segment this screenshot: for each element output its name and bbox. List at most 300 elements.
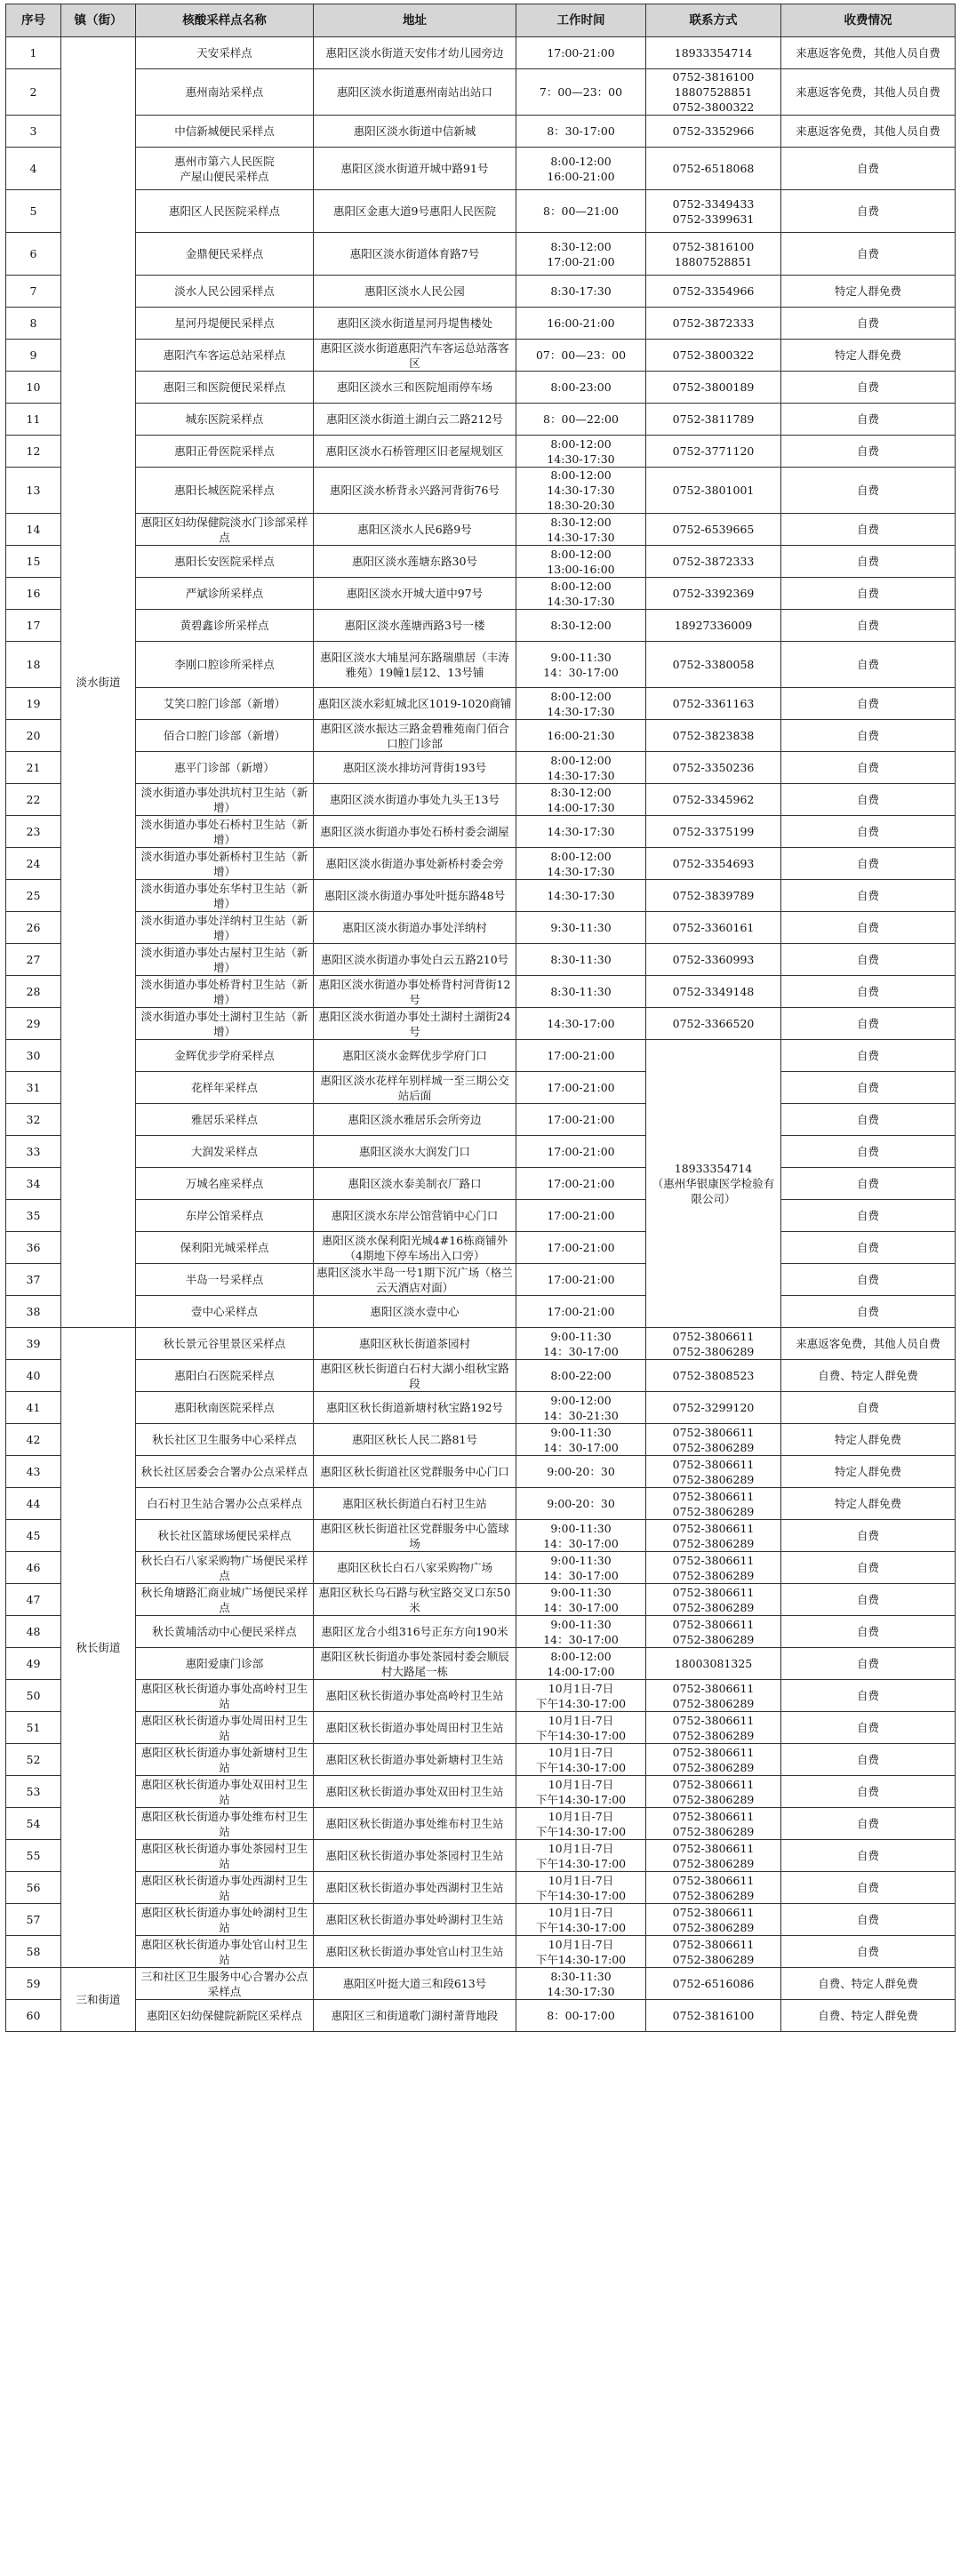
table-row [6, 1392, 956, 1424]
table-row [6, 578, 956, 610]
site-contact: 0752-3811789 [646, 404, 781, 436]
site-hours: 8:00-12:00 14:30-17:30 [516, 436, 646, 468]
site-hours: 10月1日-7日 下午14:30-17:00 [516, 1712, 646, 1744]
site-hours: 8:00-12:00 14:00-17:00 [516, 1648, 646, 1680]
site-hours: 8:30-17:30 [516, 276, 646, 308]
site-name: 惠阳三和医院便民采样点 [136, 372, 314, 404]
row-number: 41 [6, 1392, 61, 1424]
site-hours: 14:30-17:00 [516, 1008, 646, 1040]
site-hours: 8:00-12:00 13:00-16:00 [516, 546, 646, 578]
row-number: 20 [6, 720, 61, 752]
site-contact: 0752-3806611 0752-3806289 [646, 1776, 781, 1808]
table-row [6, 436, 956, 468]
site-fee: 自费 [781, 1040, 956, 1072]
site-hours: 16:00-21:30 [516, 720, 646, 752]
row-number: 4 [6, 148, 61, 190]
site-hours: 17:00-21:00 [516, 1264, 646, 1296]
table-row [6, 233, 956, 276]
site-name: 惠阳区秋长街道办事处双田村卫生站 [136, 1776, 314, 1808]
site-fee: 自费 [781, 1392, 956, 1424]
site-contact: 0752-3806611 0752-3806289 [646, 1616, 781, 1648]
site-name: 秋长社区卫生服务中心采样点 [136, 1424, 314, 1456]
table-row [6, 720, 956, 752]
site-address: 惠阳区淡水街道办事处新桥村委会旁 [314, 848, 516, 880]
site-contact: 0752-3360161 [646, 912, 781, 944]
site-address: 惠阳区淡水壹中心 [314, 1296, 516, 1328]
table-row [6, 1488, 956, 1520]
site-fee: 自费 [781, 1712, 956, 1744]
site-fee: 自费 [781, 404, 956, 436]
site-address: 惠阳区秋长街道社区党群服务中心篮球场 [314, 1520, 516, 1552]
site-hours: 9:30-11:30 [516, 912, 646, 944]
site-name: 李刚口腔诊所采样点 [136, 642, 314, 688]
site-fee: 自费 [781, 1136, 956, 1168]
site-address: 惠阳区秋长街道白石村大湖小组秋宝路段 [314, 1360, 516, 1392]
site-name: 佰合口腔门诊部（新增） [136, 720, 314, 752]
site-fee: 自费 [781, 1904, 956, 1936]
site-contact: 0752-3349148 [646, 976, 781, 1008]
table-row [6, 1584, 956, 1616]
site-address: 惠阳区淡水街道土湖白云二路212号 [314, 404, 516, 436]
site-contact: 0752-6516086 [646, 1968, 781, 2000]
table-row [6, 1136, 956, 1168]
site-fee: 自费 [781, 976, 956, 1008]
site-hours: 9:00-11:30 14：30-17:00 [516, 1552, 646, 1584]
table-row [6, 190, 956, 233]
row-number: 55 [6, 1840, 61, 1872]
site-contact: 0752-3360993 [646, 944, 781, 976]
row-number: 15 [6, 546, 61, 578]
site-name: 半岛一号采样点 [136, 1264, 314, 1296]
site-address: 惠阳区淡水开城大道中97号 [314, 578, 516, 610]
table-row [6, 1296, 956, 1328]
site-contact: 0752-3806611 0752-3806289 [646, 1488, 781, 1520]
table-row [6, 1552, 956, 1584]
table-row [6, 944, 956, 976]
site-contact: 0752-3361163 [646, 688, 781, 720]
site-name: 三和社区卫生服务中心合署办公点采样点 [136, 1968, 314, 2000]
site-hours: 17:00-21:00 [516, 1200, 646, 1232]
site-fee: 自费 [781, 1840, 956, 1872]
site-name: 秋长黄埔活动中心便民采样点 [136, 1616, 314, 1648]
site-name: 惠平门诊部（新增） [136, 752, 314, 784]
site-contact: 0752-3354966 [646, 276, 781, 308]
row-number: 8 [6, 308, 61, 340]
table-row [6, 1840, 956, 1872]
site-name: 保利阳光城采样点 [136, 1232, 314, 1264]
row-number: 18 [6, 642, 61, 688]
site-contact: 0752-3806611 0752-3806289 [646, 1904, 781, 1936]
header-site-name: 核酸采样点名称 [136, 4, 314, 37]
site-name: 雅居乐采样点 [136, 1104, 314, 1136]
site-fee: 自费 [781, 1232, 956, 1264]
site-address: 惠阳区淡水街道办事处桥背村河背街12号 [314, 976, 516, 1008]
site-contact: 0752-3771120 [646, 436, 781, 468]
header-row [6, 4, 956, 37]
site-contact: 0752-6518068 [646, 148, 781, 190]
site-address: 惠阳区淡水街道惠州南站出站口 [314, 69, 516, 116]
site-address: 惠阳区淡水街道开城中路91号 [314, 148, 516, 190]
site-contact: 0752-3872333 [646, 308, 781, 340]
site-name: 严斌诊所采样点 [136, 578, 314, 610]
site-fee: 自费 [781, 610, 956, 642]
site-contact: 0752-3366520 [646, 1008, 781, 1040]
site-fee: 来惠返客免费，其他人员自费 [781, 1328, 956, 1360]
row-number: 27 [6, 944, 61, 976]
table-row [6, 1104, 956, 1136]
site-fee: 自费 [781, 912, 956, 944]
row-number: 50 [6, 1680, 61, 1712]
table-row [6, 1200, 956, 1232]
site-name: 惠阳区秋长街道办事处高岭村卫生站 [136, 1680, 314, 1712]
site-fee: 自费 [781, 1264, 956, 1296]
site-name: 天安采样点 [136, 37, 314, 69]
site-fee: 自费 [781, 1616, 956, 1648]
site-fee: 自费 [781, 1744, 956, 1776]
site-name: 惠阳区秋长街道办事处周田村卫生站 [136, 1712, 314, 1744]
site-fee: 自费 [781, 190, 956, 233]
row-number: 21 [6, 752, 61, 784]
site-fee: 自费、特定人群免费 [781, 1360, 956, 1392]
site-contact: 0752-3806611 0752-3806289 [646, 1712, 781, 1744]
site-contact: 0752-3806611 0752-3806289 [646, 1808, 781, 1840]
site-hours: 17:00-21:00 [516, 1040, 646, 1072]
site-name: 惠阳区秋长街道办事处新塘村卫生站 [136, 1744, 314, 1776]
town-cell: 淡水街道 [61, 37, 136, 1328]
row-number: 47 [6, 1584, 61, 1616]
site-fee: 自费 [781, 233, 956, 276]
site-hours: 17:00-21:00 [516, 37, 646, 69]
site-hours: 8:30-12:00 14:00-17:30 [516, 784, 646, 816]
table-row [6, 642, 956, 688]
site-address: 惠阳区淡水桥背永兴路河背街76号 [314, 468, 516, 514]
site-contact: 0752-3380058 [646, 642, 781, 688]
site-fee: 自费 [781, 816, 956, 848]
site-hours: 10月1日-7日 下午14:30-17:00 [516, 1744, 646, 1776]
site-name: 惠阳区妇幼保健院新院区采样点 [136, 2000, 314, 2032]
site-contact: 0752-3806611 0752-3806289 [646, 1840, 781, 1872]
row-number: 32 [6, 1104, 61, 1136]
site-address: 惠阳区淡水雅居乐会所旁边 [314, 1104, 516, 1136]
site-contact: 0752-6539665 [646, 514, 781, 546]
site-fee: 自费 [781, 1104, 956, 1136]
site-name: 淡水街道办事处古屋村卫生站（新增） [136, 944, 314, 976]
table-row [6, 1808, 956, 1840]
site-fee: 自费 [781, 372, 956, 404]
site-fee: 自费 [781, 546, 956, 578]
site-contact: 0752-3806611 0752-3806289 [646, 1424, 781, 1456]
site-fee: 自费 [781, 148, 956, 190]
row-number: 40 [6, 1360, 61, 1392]
site-fee: 来惠返客免费，其他人员自费 [781, 69, 956, 116]
site-name: 东岸公馆采样点 [136, 1200, 314, 1232]
site-hours: 8:30-11:30 [516, 976, 646, 1008]
header-no: 序号 [6, 4, 61, 37]
site-name: 淡水街道办事处桥背村卫生站（新增） [136, 976, 314, 1008]
site-address: 惠阳区淡水街道中信新城 [314, 116, 516, 148]
town-cell: 秋长街道 [61, 1328, 136, 1968]
site-contact: 18927336009 [646, 610, 781, 642]
row-number: 58 [6, 1936, 61, 1968]
table-row [6, 37, 956, 69]
table-row [6, 1680, 956, 1712]
site-address: 惠阳区淡水街道体育路7号 [314, 233, 516, 276]
site-name: 金辉优步学府采样点 [136, 1040, 314, 1072]
site-fee: 自费 [781, 514, 956, 546]
row-number: 7 [6, 276, 61, 308]
row-number: 34 [6, 1168, 61, 1200]
site-name: 金鼎便民采样点 [136, 233, 314, 276]
row-number: 9 [6, 340, 61, 372]
site-contact: 0752-3349433 0752-3399631 [646, 190, 781, 233]
table-row [6, 69, 956, 116]
site-address: 惠阳区淡水东岸公馆营销中心门口 [314, 1200, 516, 1232]
site-name: 惠州南站采样点 [136, 69, 314, 116]
site-fee: 自费 [781, 1296, 956, 1328]
table-row [6, 308, 956, 340]
site-hours: 17:00-21:00 [516, 1168, 646, 1200]
row-number: 10 [6, 372, 61, 404]
site-fee: 特定人群免费 [781, 340, 956, 372]
site-contact: 0752-3816100 [646, 2000, 781, 2032]
site-hours: 8:00-12:00 14:30-17:30 [516, 578, 646, 610]
table-row [6, 1072, 956, 1104]
site-fee: 自费 [781, 436, 956, 468]
site-hours: 9:00-20：30 [516, 1456, 646, 1488]
site-name: 淡水街道办事处石桥村卫生站（新增） [136, 816, 314, 848]
site-fee: 自费 [781, 1872, 956, 1904]
row-number: 3 [6, 116, 61, 148]
site-address: 惠阳区淡水花样年别样城一至三期公交站后面 [314, 1072, 516, 1104]
table-row [6, 976, 956, 1008]
site-hours: 9:00-11:30 14：30-17:00 [516, 1424, 646, 1456]
table-row [6, 1232, 956, 1264]
site-contact: 0752-3354693 [646, 848, 781, 880]
site-contact-merged: 18933354714 （惠州华银康医学检验有限公司） [646, 1040, 781, 1328]
table-row [6, 1936, 956, 1968]
sampling-sites-table [5, 4, 956, 2032]
site-contact: 0752-3350236 [646, 752, 781, 784]
site-name: 壹中心采样点 [136, 1296, 314, 1328]
site-hours: 10月1日-7日 下午14:30-17:00 [516, 1840, 646, 1872]
site-hours: 9:00-11:30 14：30-17:00 [516, 1328, 646, 1360]
site-address: 惠阳区秋长街道办事处高岭村卫生站 [314, 1680, 516, 1712]
site-address: 惠阳区淡水保利阳光城4#16栋商铺外（4期地下停车场出入口旁） [314, 1232, 516, 1264]
row-number: 39 [6, 1328, 61, 1360]
site-name: 淡水人民公园采样点 [136, 276, 314, 308]
row-number: 36 [6, 1232, 61, 1264]
table-row [6, 116, 956, 148]
site-name: 惠阳爱康门诊部 [136, 1648, 314, 1680]
site-contact: 0752-3299120 [646, 1392, 781, 1424]
site-name: 惠阳区秋长街道办事处茶园村卫生站 [136, 1840, 314, 1872]
site-address: 惠阳区淡水街道办事处土湖村土湖街24号 [314, 1008, 516, 1040]
table-row [6, 514, 956, 546]
row-number: 57 [6, 1904, 61, 1936]
site-address: 惠阳区金惠大道9号惠阳人民医院 [314, 190, 516, 233]
table-row [6, 1264, 956, 1296]
table-row [6, 848, 956, 880]
site-fee: 自费 [781, 1552, 956, 1584]
site-hours: 17:00-21:00 [516, 1072, 646, 1104]
row-number: 52 [6, 1744, 61, 1776]
row-number: 12 [6, 436, 61, 468]
site-fee: 自费 [781, 880, 956, 912]
site-hours: 16:00-21:00 [516, 308, 646, 340]
site-fee: 自费 [781, 848, 956, 880]
table-row [6, 2000, 956, 2032]
site-hours: 9:00-20：30 [516, 1488, 646, 1520]
site-address: 惠阳区淡水莲塘西路3号一楼 [314, 610, 516, 642]
site-contact: 0752-3345962 [646, 784, 781, 816]
site-address: 惠阳区秋长街道新塘村秋宝路192号 [314, 1392, 516, 1424]
site-address: 惠阳区淡水泰美制衣厂路口 [314, 1168, 516, 1200]
row-number: 17 [6, 610, 61, 642]
site-address: 惠阳区秋长街道办事处西湖村卫生站 [314, 1872, 516, 1904]
table-row [6, 1776, 956, 1808]
site-name: 中信新城便民采样点 [136, 116, 314, 148]
row-number: 23 [6, 816, 61, 848]
site-name: 淡水街道办事处新桥村卫生站（新增） [136, 848, 314, 880]
header-hours: 工作时间 [516, 4, 646, 37]
row-number: 46 [6, 1552, 61, 1584]
site-contact: 0752-3806611 0752-3806289 [646, 1936, 781, 1968]
site-address: 惠阳区三和街道歌门湖村萧背地段 [314, 2000, 516, 2032]
site-hours: 17:00-21:00 [516, 1296, 646, 1328]
site-fee: 自费 [781, 1680, 956, 1712]
table-row [6, 1456, 956, 1488]
site-hours: 8:00-12:00 14:30-17:30 18:30-20:30 [516, 468, 646, 514]
table-row [6, 1168, 956, 1200]
site-fee: 自费 [781, 720, 956, 752]
site-name: 惠阳正骨医院采样点 [136, 436, 314, 468]
site-contact: 0752-3808523 [646, 1360, 781, 1392]
site-address: 惠阳区秋长街道办事处维布村卫生站 [314, 1808, 516, 1840]
site-name: 万城名座采样点 [136, 1168, 314, 1200]
site-contact: 0752-3806611 0752-3806289 [646, 1680, 781, 1712]
site-hours: 8:00-12:00 14:30-17:30 [516, 752, 646, 784]
header-address: 地址 [314, 4, 516, 37]
site-contact: 0752-3806611 0752-3806289 [646, 1872, 781, 1904]
site-address: 惠阳区秋长街道办事处周田村卫生站 [314, 1712, 516, 1744]
row-number: 14 [6, 514, 61, 546]
row-number: 1 [6, 37, 61, 69]
site-hours: 8:30-11:30 14:30-17:30 [516, 1968, 646, 2000]
site-fee: 自费 [781, 1808, 956, 1840]
site-address: 惠阳区淡水半岛一号1期下沉广场（格兰云天酒店对面） [314, 1264, 516, 1296]
site-contact: 0752-3392369 [646, 578, 781, 610]
site-name: 白石村卫生站合署办公点采样点 [136, 1488, 314, 1520]
site-contact: 0752-3352966 [646, 116, 781, 148]
row-number: 53 [6, 1776, 61, 1808]
site-name: 惠阳区秋长街道办事处西湖村卫生站 [136, 1872, 314, 1904]
site-contact: 0752-3800322 [646, 340, 781, 372]
row-number: 49 [6, 1648, 61, 1680]
site-contact: 0752-3801001 [646, 468, 781, 514]
row-number: 54 [6, 1808, 61, 1840]
site-contact: 18003081325 [646, 1648, 781, 1680]
row-number: 26 [6, 912, 61, 944]
site-fee: 自费 [781, 1168, 956, 1200]
site-contact: 0752-3806611 0752-3806289 [646, 1328, 781, 1360]
row-number: 51 [6, 1712, 61, 1744]
site-contact: 0752-3816100 18807528851 0752-3800322 [646, 69, 781, 116]
table-row [6, 688, 956, 720]
row-number: 30 [6, 1040, 61, 1072]
row-number: 11 [6, 404, 61, 436]
row-number: 60 [6, 2000, 61, 2032]
site-name: 惠州市第六人民医院 产屋山便民采样点 [136, 148, 314, 190]
site-address: 惠阳区秋长街道办事处双田村卫生站 [314, 1776, 516, 1808]
site-address: 惠阳区秋长街道社区党群服务中心门口 [314, 1456, 516, 1488]
site-address: 惠阳区淡水莲塘东路30号 [314, 546, 516, 578]
row-number: 19 [6, 688, 61, 720]
site-name: 淡水街道办事处洋纳村卫生站（新增） [136, 912, 314, 944]
table-row [6, 1744, 956, 1776]
site-hours: 14:30-17:30 [516, 880, 646, 912]
site-address: 惠阳区秋长街道茶园村 [314, 1328, 516, 1360]
site-address: 惠阳区淡水街道办事处叶挺东路48号 [314, 880, 516, 912]
site-fee: 自费 [781, 1200, 956, 1232]
site-hours: 14:30-17:30 [516, 816, 646, 848]
site-address: 惠阳区淡水街道天安伟才幼儿园旁边 [314, 37, 516, 69]
table-row [6, 372, 956, 404]
table-row [6, 276, 956, 308]
table-row [6, 468, 956, 514]
site-hours: 9:00-11:30 14：30-17:00 [516, 1616, 646, 1648]
row-number: 42 [6, 1424, 61, 1456]
site-name: 惠阳白石医院采样点 [136, 1360, 314, 1392]
site-fee: 来惠返客免费，其他人员自费 [781, 37, 956, 69]
site-address: 惠阳区秋长街道办事处新塘村卫生站 [314, 1744, 516, 1776]
site-contact: 0752-3806611 0752-3806289 [646, 1520, 781, 1552]
site-hours: 7：00—23：00 [516, 69, 646, 116]
row-number: 35 [6, 1200, 61, 1232]
table-row [6, 1968, 956, 2000]
site-fee: 自费 [781, 752, 956, 784]
row-number: 38 [6, 1296, 61, 1328]
site-fee: 自费 [781, 1072, 956, 1104]
table-row [6, 784, 956, 816]
site-hours: 8:30-12:00 17:00-21:00 [516, 233, 646, 276]
row-number: 31 [6, 1072, 61, 1104]
row-number: 5 [6, 190, 61, 233]
site-hours: 07：00—23：00 [516, 340, 646, 372]
site-address: 惠阳区淡水振达三路金碧雅苑南门佰合口腔门诊部 [314, 720, 516, 752]
row-number: 33 [6, 1136, 61, 1168]
site-hours: 9:00-11:30 14：30-17:00 [516, 1520, 646, 1552]
site-address: 惠阳区淡水街道星河丹堤售楼处 [314, 308, 516, 340]
site-fee: 自费 [781, 1008, 956, 1040]
site-name: 秋长白石八家采购物广场便民采样点 [136, 1552, 314, 1584]
row-number: 6 [6, 233, 61, 276]
site-address: 惠阳区淡水三和医院旭雨停车场 [314, 372, 516, 404]
site-hours: 8：00—21:00 [516, 190, 646, 233]
site-name: 淡水街道办事处土湖村卫生站（新增） [136, 1008, 314, 1040]
site-address: 惠阳区秋长街道白石村卫生站 [314, 1488, 516, 1520]
site-fee: 自费 [781, 468, 956, 514]
site-address: 惠阳区淡水街道办事处洋纳村 [314, 912, 516, 944]
site-address: 惠阳区淡水大埔星河东路瑞鼎居（丰涛雅苑）19幢1层12、13号铺 [314, 642, 516, 688]
site-fee: 自费 [781, 1648, 956, 1680]
site-name: 城东医院采样点 [136, 404, 314, 436]
site-fee: 自费 [781, 1936, 956, 1968]
site-hours: 10月1日-7日 下午14:30-17:00 [516, 1776, 646, 1808]
site-hours: 8：30-17:00 [516, 116, 646, 148]
site-name: 惠阳长城医院采样点 [136, 468, 314, 514]
table-row [6, 546, 956, 578]
site-hours: 9:00-11:30 14：30-17:00 [516, 1584, 646, 1616]
